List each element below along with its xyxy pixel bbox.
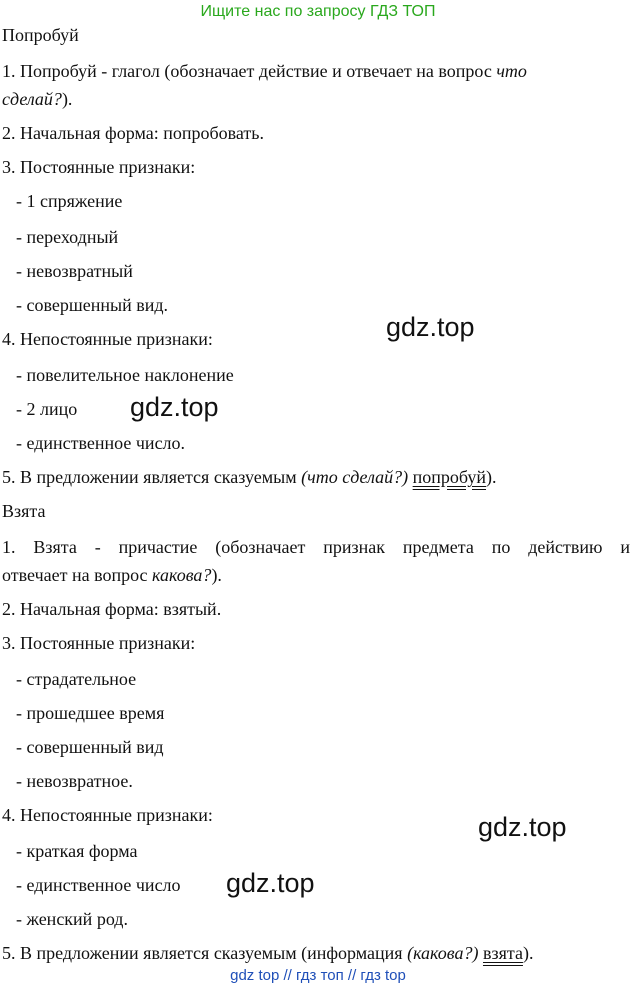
word1-line1-cont	[2, 88, 72, 110]
text: ).	[522, 943, 534, 963]
word2-nonconst-item: - женский род.	[16, 909, 128, 929]
bottom-banner: gdz top // гдз топ // гдз top	[230, 967, 406, 984]
word2-line1: 1. Взята - причастие (обозначает признак предмета по действию и	[2, 537, 630, 557]
text: 1. Попробуй - глагол (обозначает действие и отвечает на вопрос	[2, 61, 497, 81]
word1-nonconst-item: - повелительное наклонение	[16, 365, 234, 385]
watermark: gdz.top	[130, 392, 219, 422]
word2-nonconst-item: - единственное число	[16, 875, 181, 895]
section-title-word1: Попробуй	[2, 25, 79, 45]
text: 5. В предложении является сказуемым (информация	[2, 943, 408, 963]
word1-nonconst-item: - 2 лицо	[16, 399, 78, 419]
word1-line2: 2. Начальная форма: попробовать.	[2, 123, 264, 143]
word1-const-item: - переходный	[16, 227, 119, 247]
word2-nonconst-item: - краткая форма	[16, 841, 138, 861]
word2-const-item: - невозвратное.	[16, 771, 133, 791]
word1-const-item: - невозвратный	[16, 261, 133, 281]
text-italic: сделай?	[2, 89, 62, 109]
watermark: gdz.top	[226, 868, 315, 898]
watermark: gdz.top	[386, 312, 475, 342]
word1-line3: 3. Постоянные признаки:	[2, 157, 196, 177]
text: ).	[61, 89, 73, 109]
word2-const-item: - совершенный вид	[16, 737, 164, 757]
word1-line4: 4. Непостоянные признаки:	[2, 329, 213, 349]
word2-const-item: - прошедшее время	[16, 703, 165, 723]
word2-line1-cont	[2, 564, 222, 586]
watermark: gdz.top	[478, 812, 567, 842]
text: ).	[211, 565, 222, 585]
section-title-word2: Взята	[2, 501, 46, 521]
text-italic: какова?	[152, 565, 212, 585]
word2-const-item: - страдательное	[16, 669, 137, 689]
text-italic: (какова?)	[407, 943, 479, 963]
text: отвечает на вопрос	[2, 565, 153, 585]
underlined-predicate: взята	[482, 943, 523, 963]
word2-line4: 4. Непостоянные признаки:	[2, 805, 213, 825]
text-italic: (что сделай?)	[301, 467, 409, 487]
text: 5. В предложении является сказуемым	[2, 467, 302, 487]
word1-const-item: - 1 спряжение	[16, 191, 123, 211]
top-banner: Ищите нас по запросу ГДЗ ТОП	[200, 3, 436, 20]
text: ).	[486, 467, 497, 487]
text-italic: что	[496, 61, 527, 81]
word2-line3: 3. Постоянные признаки:	[2, 633, 196, 653]
underlined-predicate: попробуй	[412, 467, 487, 487]
word1-nonconst-item: - единственное число.	[16, 433, 186, 453]
word1-line5	[2, 466, 497, 488]
word2-line2: 2. Начальная форма: взятый.	[2, 599, 222, 619]
word2-line5	[2, 942, 533, 964]
word1-line1	[2, 60, 527, 82]
word1-const-item: - совершенный вид.	[16, 295, 168, 315]
